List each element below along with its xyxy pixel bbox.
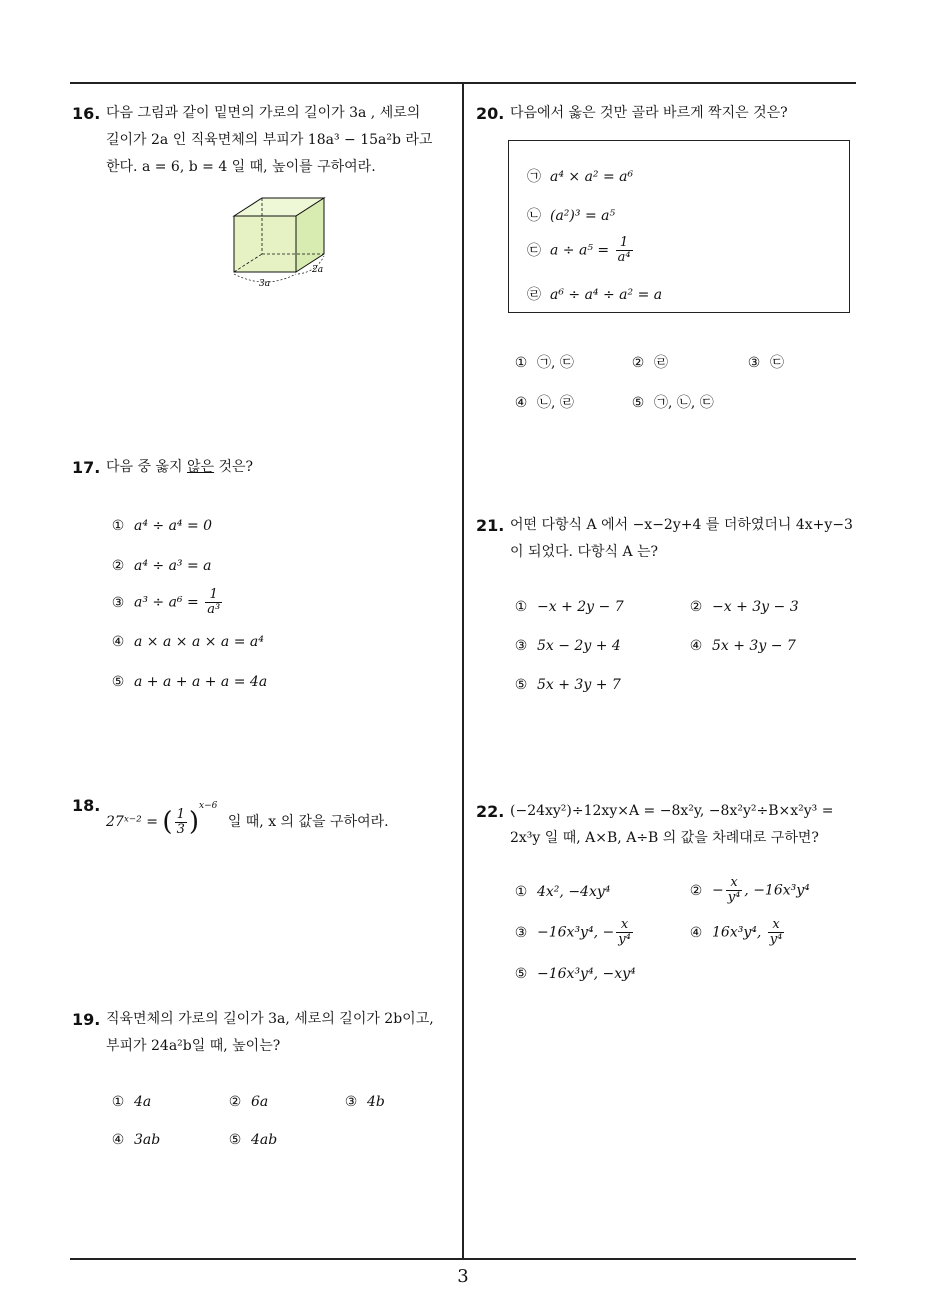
question-22-line1: (−24xy²)÷12xy×A = −8x²y, −8x²y²÷B×x²y³ =	[510, 803, 834, 819]
question-21-number: 21.	[476, 516, 505, 535]
question-20-number: 20.	[476, 104, 505, 123]
q20-item-a: ㉠ a⁴ × a² = a⁶	[527, 169, 634, 185]
question-17-underlined: 않은	[186, 459, 215, 475]
q22-option-1[interactable]: ① 4x², −4xy⁴	[514, 884, 611, 900]
q22-option-4[interactable]: ④ 16x³y⁴, $\frac{x}{\text{y⁴}}$	[689, 917, 783, 947]
question-21-line1: 어떤 다항식 A 에서 −x−2y+4 를 더하였더니 4x+y−3	[510, 517, 853, 533]
q17-option-5[interactable]: ⑤ a + a + a + a = 4a	[111, 674, 268, 690]
fraction: $\frac{x}{\text{y⁴}}$	[618, 917, 631, 947]
question-22-number: 22.	[476, 802, 505, 821]
q20-option-2[interactable]: ② ㉣	[631, 355, 668, 371]
q20-item-c: ㉢ a ÷ a⁵ = $\frac{1}{\text{a⁴}}$	[527, 235, 631, 265]
q20-item-d: ㉣ a⁶ ÷ a⁴ ÷ a² = a	[527, 287, 663, 303]
q22-option-3[interactable]: ③ −16x³y⁴, − $\frac{x}{\text{y⁴}}$	[514, 917, 631, 947]
page-number: 3	[457, 1266, 469, 1287]
q20-option-4[interactable]: ④ ㉡, ㉣	[514, 395, 574, 411]
q21-option-3[interactable]: ③ 5x − 2y + 4	[514, 638, 621, 654]
question-22-line2: 2x³y 일 때, A×B, A÷B 의 값을 차례대로 구하면?	[510, 830, 819, 846]
label-width: 3a	[259, 279, 271, 288]
q19-option-4[interactable]: ④ 3ab	[111, 1132, 161, 1148]
question-20-stem: 다음에서 옳은 것만 골라 바르게 짝지은 것은?	[510, 105, 788, 121]
question-17-number: 17.	[72, 458, 101, 477]
question-16-number: 16.	[72, 104, 101, 123]
q17-option-3[interactable]: ③ a³ ÷ a⁶ = $\frac{1}{\text{a³}}$	[111, 587, 221, 617]
question-21-line2: 이 되었다. 다항식 A 는?	[510, 544, 659, 560]
question-18-number: 18.	[72, 796, 101, 815]
label-depth: 2a	[312, 265, 324, 275]
q21-option-5[interactable]: ⑤ 5x + 3y + 7	[514, 677, 621, 693]
question-18-stem: 27ˣ⁻² = ( $\frac{1}{3}$ )$^{x-6}$ 일 때, x 의 값을 구하여라.	[106, 801, 389, 837]
question-19-line2: 부피가 24a²b일 때, 높이는?	[106, 1038, 281, 1054]
q17-option-1[interactable]: ① a⁴ ÷ a⁴ = 0	[111, 518, 213, 534]
q17-option-2[interactable]: ② a⁴ ÷ a³ = a	[111, 558, 212, 574]
q20-option-5[interactable]: ⑤ ㉠, ㉡, ㉢	[631, 395, 714, 411]
bottom-rule	[70, 1258, 856, 1260]
q22-option-5[interactable]: ⑤ −16x³y⁴, −xy⁴	[514, 966, 636, 982]
q22-option-2[interactable]: ② − $\frac{x}{\text{y⁴}}$ , −16x³y⁴	[689, 875, 810, 905]
question-17-prefix: 다음 중 옳지	[106, 459, 187, 475]
q20-option-3[interactable]: ③ ㉢	[747, 355, 784, 371]
column-divider	[462, 82, 464, 1259]
question-17-stem	[106, 454, 253, 481]
question-16-line2: 길이가 2a 인 직육면체의 부피가 18a³ − 15a²b 라고	[106, 132, 433, 148]
q19-option-5[interactable]: ⑤ 4ab	[228, 1132, 278, 1148]
question-17-suffix: 것은?	[214, 459, 254, 475]
question-16-line3: 한다. a = 6, b = 4 일 때, 높이를 구하여라.	[106, 159, 376, 175]
q21-option-1[interactable]: ① −x + 2y − 7	[514, 599, 624, 615]
q21-option-2[interactable]: ② −x + 3y − 3	[689, 599, 799, 615]
question-16-line1: 다음 그림과 같이 밑면의 가로의 길이가 3a , 세로의	[106, 105, 421, 121]
q19-option-1[interactable]: ① 4a	[111, 1094, 152, 1110]
fraction: $\frac{1}{3}$	[176, 806, 185, 837]
fraction: $\frac{1}{\text{a³}}$	[207, 587, 221, 617]
q19-option-2[interactable]: ② 6a	[228, 1094, 269, 1110]
question-19-number: 19.	[72, 1010, 101, 1029]
fraction: $\frac{1}{\text{a⁴}}$	[617, 235, 631, 265]
q21-option-4[interactable]: ④ 5x + 3y − 7	[689, 638, 796, 654]
q19-option-3[interactable]: ③ 4b	[344, 1094, 385, 1110]
q20-option-1[interactable]: ① ㉠, ㉢	[514, 355, 574, 371]
question-19-line1: 직육면체의 가로의 길이가 3a, 세로의 길이가 2b이고,	[106, 1011, 434, 1027]
fraction: $\frac{x}{\text{y⁴}}$	[727, 875, 741, 905]
cuboid-figure	[226, 194, 336, 288]
q17-option-4[interactable]: ④ a × a × a × a = a⁴	[111, 634, 264, 650]
q20-item-b: ㉡ (a²)³ = a⁵	[527, 208, 616, 224]
fraction: $\frac{x}{\text{y⁴}}$	[769, 917, 783, 947]
